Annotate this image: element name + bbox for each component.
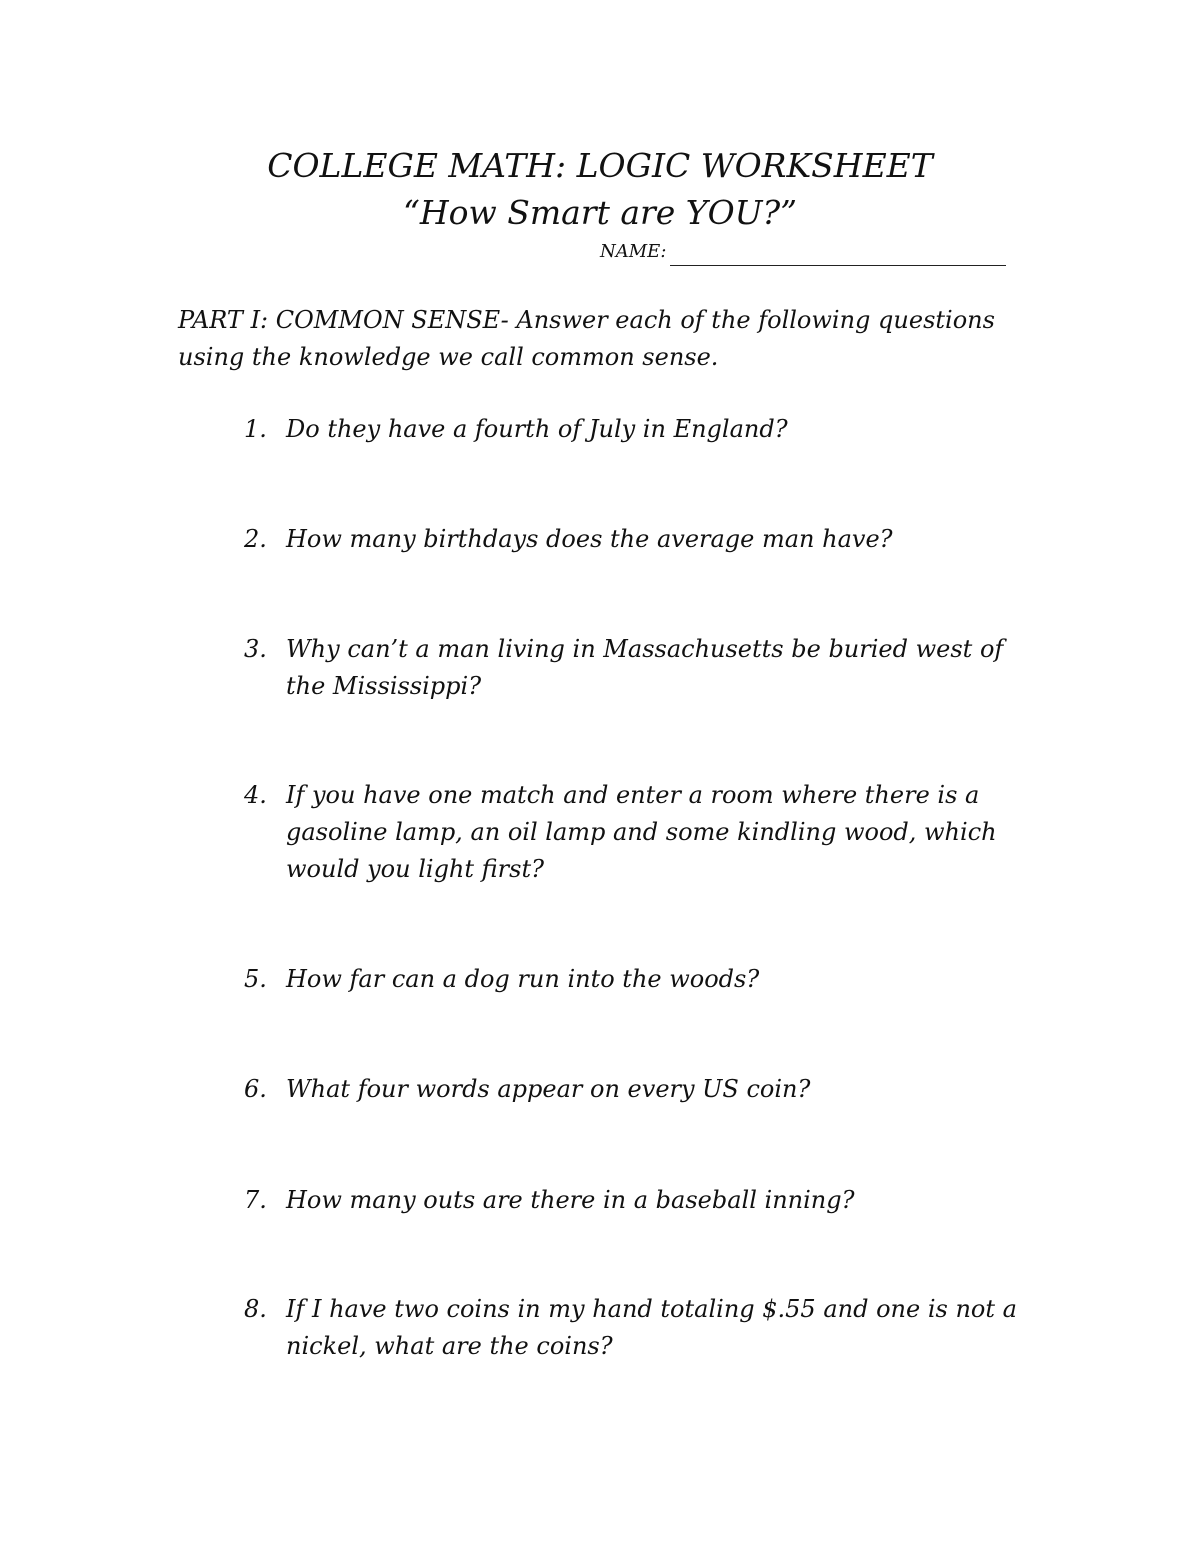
question-text: What four words appear on every US coin?: [286, 1075, 811, 1103]
name-blank-line[interactable]: [670, 247, 1006, 266]
question-number: 8.: [244, 1295, 267, 1323]
question-text: How many birthdays does the average man have?: [286, 525, 893, 553]
question-text: If you have one match and enter a room where there is a gasoline lamp, an oil lamp and some kindling wood, which would you light first?: [286, 781, 997, 883]
question-number: 4.: [244, 781, 267, 809]
question-text: Why can’t a man living in Massachusetts be buried west of the Mississippi?: [286, 635, 1004, 700]
question-number: 5.: [244, 965, 267, 993]
question-number: 7.: [244, 1186, 267, 1214]
question-text: How far can a dog run into the woods?: [286, 965, 760, 993]
part-one-instructions: PART I: COMMON SENSE- Answer each of the following questions using the knowledge we call common sense.: [178, 306, 995, 371]
question-number: 1.: [244, 415, 267, 443]
worksheet-subtitle: “How Smart are YOU?”: [402, 193, 798, 232]
question-text: If I have two coins in my hand totaling $.55 and one is not a nickel, what are the coins?: [286, 1295, 1017, 1360]
question-text: How many outs are there in a baseball inning?: [286, 1186, 855, 1214]
question-number: 2.: [244, 525, 267, 553]
worksheet-title: COLLEGE MATH: LOGIC WORKSHEET: [267, 146, 933, 185]
name-field-row: [600, 238, 1006, 266]
name-label: NAME:: [600, 241, 667, 262]
question-number: 3.: [244, 635, 267, 663]
question-number: 6.: [244, 1075, 267, 1103]
question-text: Do they have a fourth of July in England?: [286, 415, 788, 443]
